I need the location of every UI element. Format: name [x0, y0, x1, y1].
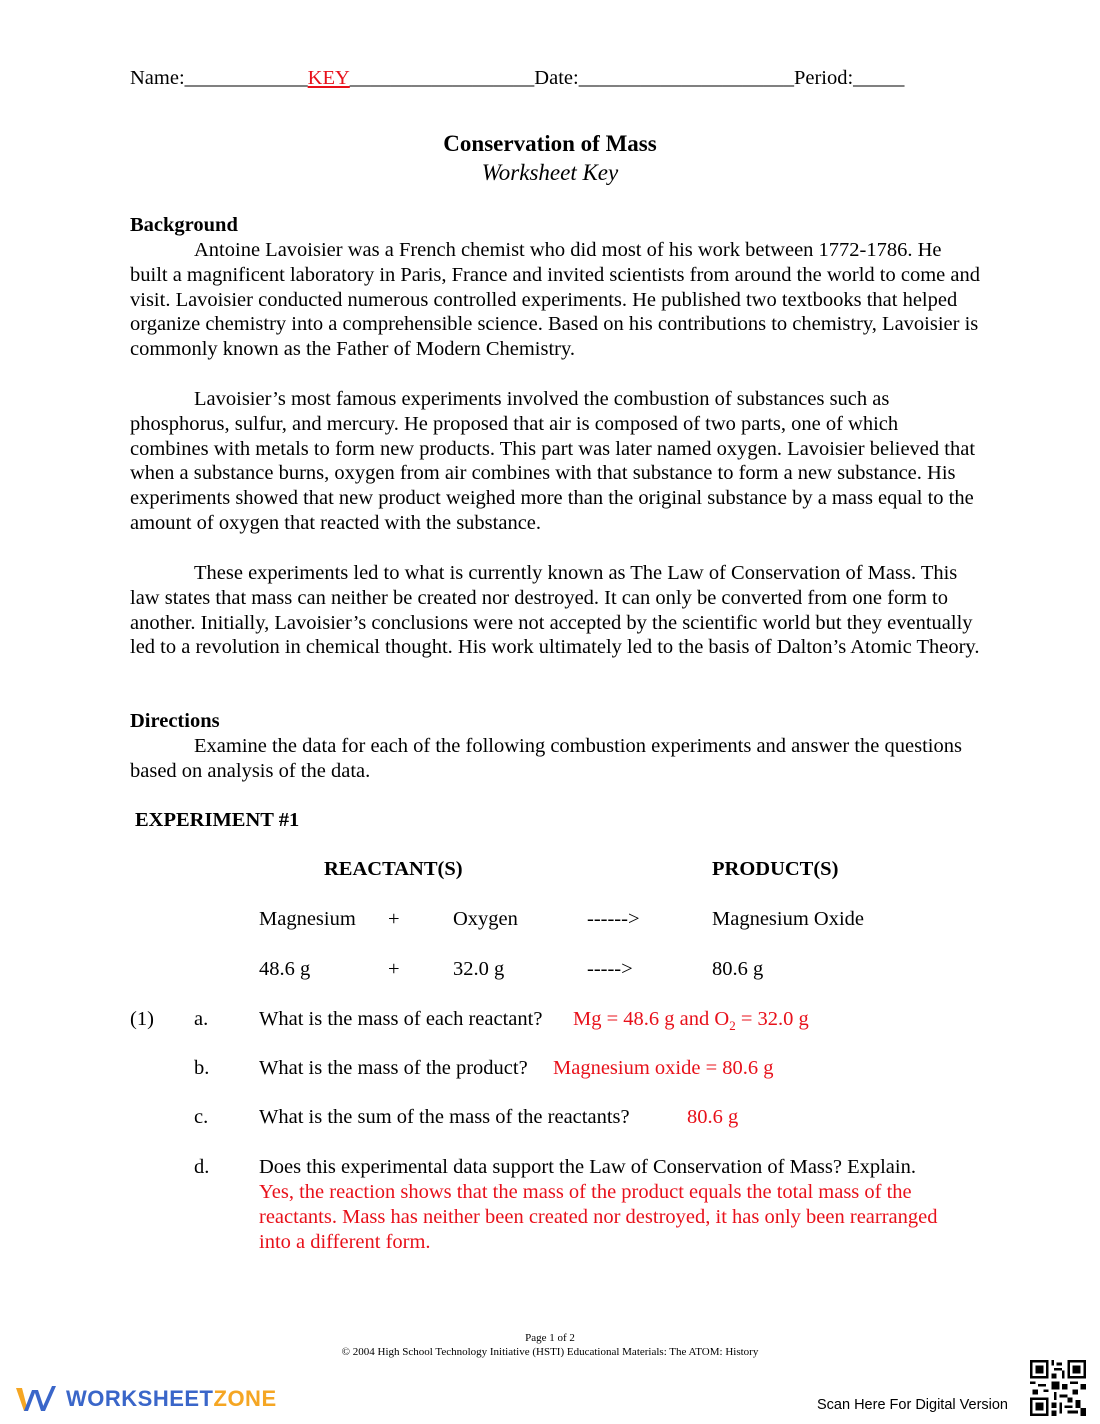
question-b-letter: b.: [194, 1057, 210, 1079]
page-subtitle: Worksheet Key: [481, 160, 619, 185]
product-name: Magnesium Oxide: [712, 908, 865, 930]
experiment-title: EXPERIMENT #1: [135, 809, 300, 831]
background-heading: Background: [130, 214, 238, 236]
brand-name: [66, 1386, 277, 1412]
question-number: (1): [130, 1008, 154, 1030]
reactant-2-name: Oxygen: [453, 908, 518, 930]
directions-heading: Directions: [130, 710, 220, 732]
answer-a-part2: = 32.0 g: [735, 1008, 809, 1030]
question-d-answer: Yes, the reaction shows that the mass of the product equals the total mass of the reactants. Mass has neither been created nor destroyed, it has only been rearranged into a different form.: [259, 1181, 938, 1253]
reaction-arrow: ------>: [587, 908, 640, 930]
period-blank: _____: [853, 67, 905, 89]
question-b-text: What is the mass of the product?: [259, 1057, 528, 1079]
background-text-1: Antoine Lavoisier was a French chemist who did most of his work between 1772-1786. He built a magnificent laboratory in Paris, France and invited scientists from around the world to come and visit. Lavoisier conducted numerous controlled experiments. He published two textbooks that helped organize chemistry into a comprehensible science. Based on his contributions to chemistry, Lavoisier is commonly known as the Father of Modern Chemistry.: [130, 239, 980, 361]
worksheetzone-w-icon: [14, 1384, 58, 1414]
page-title: Conservation of Mass: [443, 131, 657, 156]
reactants-header: REACTANT(S): [324, 858, 463, 880]
date-blank: _____________________: [578, 67, 794, 89]
reaction-arrow: ----->: [587, 958, 633, 980]
background-paragraph-3: [130, 561, 980, 660]
question-a-letter: a.: [194, 1008, 209, 1030]
page-number: Page 1 of 2: [525, 1332, 575, 1344]
directions-paragraph: [130, 734, 980, 784]
reactant-2-mass: 32.0 g: [453, 958, 505, 980]
background-paragraph-2: [130, 387, 980, 536]
copyright-notice: © 2004 High School Technology Initiative (HSTI) Educational Materials: The ATOM: History: [341, 1346, 759, 1358]
background-text-2: Lavoisier’s most famous experiments involved the combustion of substances such as phosphorus, sulfur, and mercury. He proposed that air is composed of two parts, one of which combines with metals to form new products. This part was later named oxygen. Lavoisier believed that when a substance burns, oxygen from air combines with that substance to form a new substance. His experiments showed that new product weighed more than the original substance by a mass equal to the amount of oxygen that reacted with the substance.: [130, 388, 976, 534]
question-d-text: Does this experimental data support the Law of Conservation of Mass? Explain.: [259, 1156, 916, 1178]
period-label: Period:: [793, 67, 854, 89]
product-mass: 80.6 g: [712, 958, 764, 980]
answer-a-part1: Mg = 48.6 g and O: [573, 1008, 730, 1030]
brand-name-part2: ZONE: [213, 1386, 277, 1411]
name-blank: ____________: [184, 67, 308, 89]
directions-text: Examine the data for each of the following combustion experiments and answer the questions based on analysis of the data.: [130, 735, 962, 782]
question-b-answer: Magnesium oxide = 80.6 g: [553, 1057, 774, 1079]
question-c-answer: 80.6 g: [687, 1106, 739, 1128]
background-text-3: These experiments led to what is currently known as The Law of Conservation of Mass. This law states that mass can neither be created nor destroyed. It can only be converted from one form to another. Initially, Lavoisier’s conclusions were not accepted by the scientific world but they eventually led to a revolution in chemical thought. His work ultimately led to the basis of Dalton’s Atomic Theory.: [130, 562, 980, 659]
reactant-1-name: Magnesium: [259, 908, 356, 930]
scan-caption: Scan Here For Digital Version: [817, 1397, 1008, 1413]
question-c-letter: c.: [194, 1106, 209, 1128]
qr-code-icon[interactable]: [1030, 1360, 1086, 1416]
worksheetzone-logo[interactable]: [14, 1384, 277, 1414]
plus-sign: +: [388, 908, 400, 930]
background-paragraph-1: [130, 238, 980, 362]
question-a-text: What is the mass of each reactant?: [259, 1008, 543, 1030]
reactant-1-mass: 48.6 g: [259, 958, 311, 980]
answer-a-subscript: 2: [729, 1018, 736, 1034]
name-value: KEY: [307, 67, 350, 89]
plus-sign: +: [388, 958, 400, 980]
date-label: Date:: [534, 67, 579, 89]
question-a-answer: [573, 1007, 809, 1039]
products-header: PRODUCT(S): [712, 858, 839, 880]
name-blank-after: __________________: [349, 67, 535, 89]
question-d-letter: d.: [194, 1156, 210, 1178]
name-label: Name:: [130, 67, 185, 89]
brand-name-part1: WORKSHEET: [66, 1386, 214, 1411]
question-c-text: What is the sum of the mass of the reactants?: [259, 1106, 630, 1128]
header-line: [130, 66, 904, 91]
